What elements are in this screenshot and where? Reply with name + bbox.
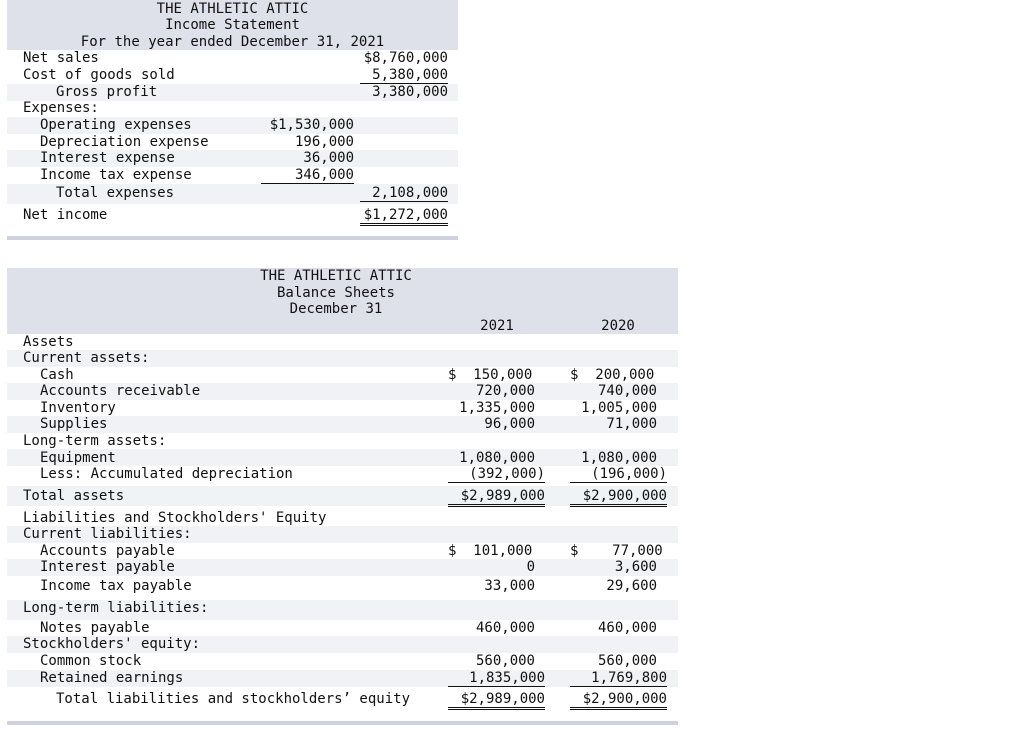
cash-label: Cash — [40, 367, 74, 383]
common-stock-2021: 560,000 — [475, 653, 535, 669]
longterm-assets-heading: Long-term assets: — [23, 433, 167, 449]
longterm-liabilities-heading: Long-term liabilities: — [23, 600, 209, 616]
income-period: For the year ended December 31, 2021 — [80, 34, 385, 50]
income-statement-title: Income Statement — [165, 17, 300, 33]
retained-earnings-2020: 1,769,800 — [570, 670, 667, 687]
common-stock-label: Common stock — [40, 653, 142, 669]
total-assets-label: Total assets — [23, 488, 125, 504]
income-tax-expense-value: 346,000 — [261, 167, 354, 184]
common-stock-2020: 560,000 — [597, 653, 657, 669]
accounts-receivable-2021: 720,000 — [475, 383, 535, 399]
net-income-label: Net income — [23, 207, 108, 223]
operating-expenses-label: Operating expenses — [40, 117, 192, 133]
notes-payable-2021: 460,000 — [475, 620, 535, 636]
inventory-2021: 1,335,000 — [459, 400, 535, 416]
accumulated-depreciation-label: Less: Accumulated depreciation — [40, 466, 293, 482]
gross-profit-value: 3,380,000 — [372, 84, 448, 100]
cash-2020: $ 200,000 — [570, 367, 655, 383]
supplies-label: Supplies — [40, 416, 108, 432]
balance-bottom-rule — [7, 721, 678, 725]
current-liabilities-heading: Current liabilities: — [23, 526, 192, 542]
supplies-2021: 96,000 — [484, 416, 535, 432]
notes-payable-2020: 460,000 — [597, 620, 657, 636]
retained-earnings-label: Retained earnings — [40, 670, 184, 686]
current-assets-heading: Current assets: — [23, 350, 150, 366]
expenses-label: Expenses: — [23, 100, 99, 116]
balance-company-title: THE ATHLETIC ATTIC — [260, 268, 412, 284]
income-tax-payable-label: Income tax payable — [40, 578, 192, 594]
accounts-payable-2020: $ 77,000 — [570, 543, 663, 559]
column-header-2020: 2020 — [601, 318, 635, 334]
income-company-title: THE ATHLETIC ATTIC — [156, 1, 309, 17]
liabilities-equity-heading: Liabilities and Stockholders' Equity — [23, 510, 327, 526]
cogs-value: 5,380,000 — [360, 67, 448, 84]
equipment-2021: 1,080,000 — [459, 450, 535, 466]
net-income-value: $1,272,000 — [360, 207, 448, 226]
accounts-payable-label: Accounts payable — [40, 543, 175, 559]
supplies-2020: 71,000 — [606, 416, 657, 432]
interest-payable-label: Interest payable — [40, 559, 175, 575]
notes-payable-label: Notes payable — [40, 620, 150, 636]
balance-statement-title: Balance Sheets — [276, 285, 395, 301]
income-tax-payable-2021: 33,000 — [484, 578, 535, 594]
accounts-payable-2021: $ 101,000 — [448, 543, 533, 559]
total-expenses-value: 2,108,000 — [360, 185, 448, 202]
income-tax-payable-2020: 29,600 — [606, 578, 657, 594]
gross-profit-label: Gross profit — [56, 84, 158, 100]
stockholders-equity-heading: Stockholders' equity: — [23, 636, 201, 652]
accounts-receivable-2020: 740,000 — [597, 383, 657, 399]
interest-expense-label: Interest expense — [40, 150, 175, 166]
total-expenses-label: Total expenses — [56, 185, 175, 201]
interest-expense-value: 36,000 — [303, 150, 354, 166]
depreciation-label: Depreciation expense — [40, 134, 209, 150]
total-assets-2020: $2,900,000 — [570, 488, 667, 507]
depreciation-value: 196,000 — [294, 134, 354, 150]
accumulated-depreciation-2021: (392,000) — [448, 466, 545, 483]
accumulated-depreciation-2020: (196,000) — [570, 466, 667, 483]
retained-earnings-2021: 1,835,000 — [448, 670, 545, 687]
interest-payable-2021: 0 — [526, 559, 535, 575]
accounts-receivable-label: Accounts receivable — [40, 383, 201, 399]
column-header-2021: 2021 — [480, 318, 514, 334]
balance-date: December 31 — [289, 301, 383, 317]
inventory-2020: 1,005,000 — [581, 400, 657, 416]
inventory-label: Inventory — [40, 400, 116, 416]
cogs-label: Cost of goods sold — [23, 67, 175, 83]
interest-payable-2020: 3,600 — [614, 559, 657, 575]
total-assets-2021: $2,989,000 — [448, 488, 545, 507]
equipment-2020: 1,080,000 — [581, 450, 657, 466]
cash-2021: $ 150,000 — [448, 367, 533, 383]
operating-expenses-value: $1,530,000 — [269, 117, 354, 133]
assets-heading: Assets — [23, 334, 74, 350]
total-liabilities-equity-2021: $2,989,000 — [448, 691, 545, 710]
equipment-label: Equipment — [40, 450, 116, 466]
income-tax-expense-label: Income tax expense — [40, 167, 192, 183]
total-liabilities-equity-2020: $2,900,000 — [570, 691, 667, 710]
net-sales-label: Net sales — [23, 50, 99, 66]
net-sales-value: $8,760,000 — [363, 50, 448, 66]
income-bottom-rule — [7, 236, 458, 240]
total-liabilities-equity-label: Total liabilities and stockholders’ equity — [56, 691, 411, 707]
